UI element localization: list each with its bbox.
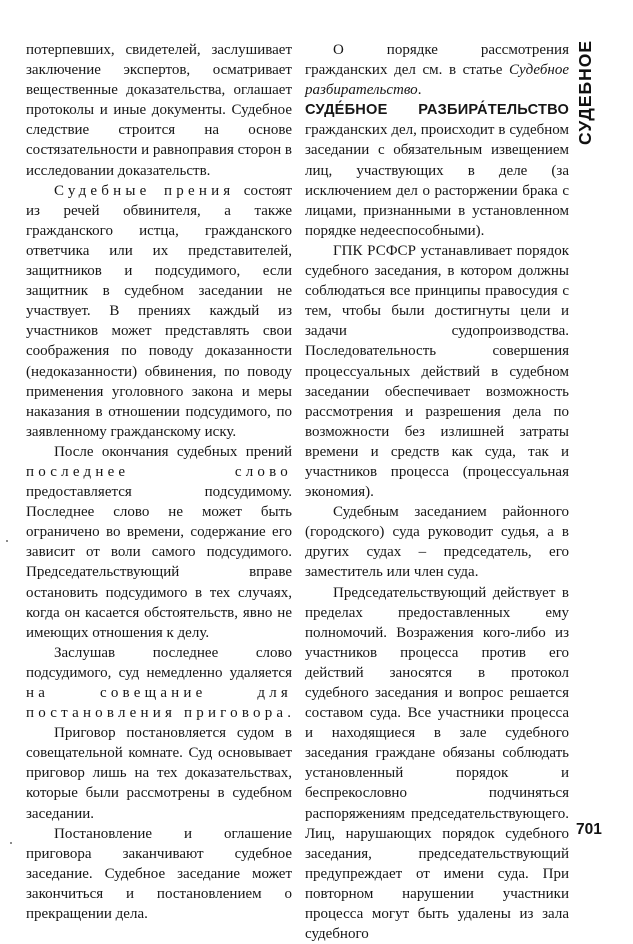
right-column bbox=[305, 40, 569, 944]
spaced-term-deliberation: на совещание для постановления приговора bbox=[26, 685, 292, 722]
encyclopedia-entry bbox=[305, 100, 569, 241]
spaced-term-last-word: последнее слово bbox=[26, 463, 292, 480]
scan-speck bbox=[10, 842, 12, 844]
running-header: СУДЕБНОЕ bbox=[575, 40, 595, 146]
cross-reference bbox=[305, 40, 569, 100]
paragraph-presiding-judge: Председательствующий действует в пределах предоставленных ему полномочий. Возражения кого-либо из участников процесса против его действий заносятся в протокол судебного заседания и вопрос решается составом суда. Все участники процесса и находящиеся в зале судебного заседания граждане обязаны соблюдать установленный порядок и беспрекословно подчиняться распоряжениям председательствующего. Лиц, нарушающих порядок судебного заседания, председательствующий предупреждает от имени суда. При повторном нарушении участники процесса могут быть удалены из зала судебного bbox=[305, 584, 569, 943]
paragraph-deliberation bbox=[26, 643, 292, 723]
paragraph-last-word bbox=[26, 442, 292, 643]
paragraph-continuation: потерпевших, свидетелей, заслушивает заключение экспертов, осматривает вещественные доказательства, оглашает протоколы и иные документы. Судебное следствие строится на основе состязательности и равноправия сторон в исследовании доказательств. bbox=[26, 42, 292, 179]
page-number: 701 bbox=[576, 821, 602, 838]
reference-link[interactable]: Судебное разбирательство bbox=[305, 62, 569, 99]
paragraph-text: . bbox=[287, 705, 292, 722]
paragraph-text: предоставляется подсудимому. Последнее слово не может быть ограничено во времени, содержание его зависит от воли самого подсудимого. Председательствующий вправе остановить подсудимого в тех случаях, когда он касается обстоятельств, явно не имеющих отношения к делу. bbox=[26, 484, 292, 641]
paragraph-verdict: Приговор постановляется судом в совещательной комнате. Суд основывает приговор лишь на тех доказательствах, которые были рассмотрены в судебном заседании. bbox=[26, 725, 292, 822]
scan-speck bbox=[6, 540, 8, 542]
paragraph-district-court: Судебным заседанием районного (городского) суда руководит судья, а в других судах – председатель, его заместитель или член суда. bbox=[305, 504, 569, 581]
left-column bbox=[26, 40, 292, 924]
paragraph-gpk: ГПК РСФСР устанавливает порядок судебного заседания, в котором должны соблюдаться все принципы правосудия с тем, чтобы были достигнуты цели и задачи судопроизводства. Последовательность совершения процессуальных действий в судебном заседании обеспечивает возможность рассмотрения и разрешения дела по возможности без излишней затраты времени и средств как суда, так и участников процесса (процессуальная экономия). bbox=[305, 242, 569, 501]
entry-headword: СУДЕ́БНОЕ РАЗБИРА́ТЕЛЬСТВО bbox=[305, 102, 569, 119]
paragraph-court-debates bbox=[26, 181, 292, 442]
reference-end: . bbox=[417, 82, 422, 99]
paragraph-text: Заслушав последнее слово подсудимого, суд немедленно удаляется bbox=[26, 644, 292, 681]
paragraph-text: После окончания судебных прений bbox=[54, 443, 292, 460]
paragraph-conclusion: Постановление и оглашение приговора заканчивают судебное заседание. Судебное заседание может закончиться и постановлением о прекращении дела. bbox=[26, 825, 292, 923]
paragraph-text: состоят из речей обвинителя, а также гражданского истца, гражданского ответчика или их представителей, защитников и подсудимого, если защитник в судебном заседании не участвует. В прениях каждый из участников может представлять свои соображения по поводу доказанности (недоказанности) обвинения, по поводу применения уголовного закона и меры наказания в отношении подсудимого, по заявленному гражданскому иску. bbox=[26, 182, 293, 440]
entry-text: гражданских дел, происходит в судебном заседании с обязательным извещением лиц, участвующих в деле (за исключением дел о расторжении брака с лицами, признанными в установленном порядке недееспособными). bbox=[305, 122, 569, 239]
reference-text: О порядке рассмотрения гражданских дел см. в статье bbox=[305, 42, 569, 79]
spaced-term-court-debates: Судебные прения bbox=[54, 182, 235, 199]
